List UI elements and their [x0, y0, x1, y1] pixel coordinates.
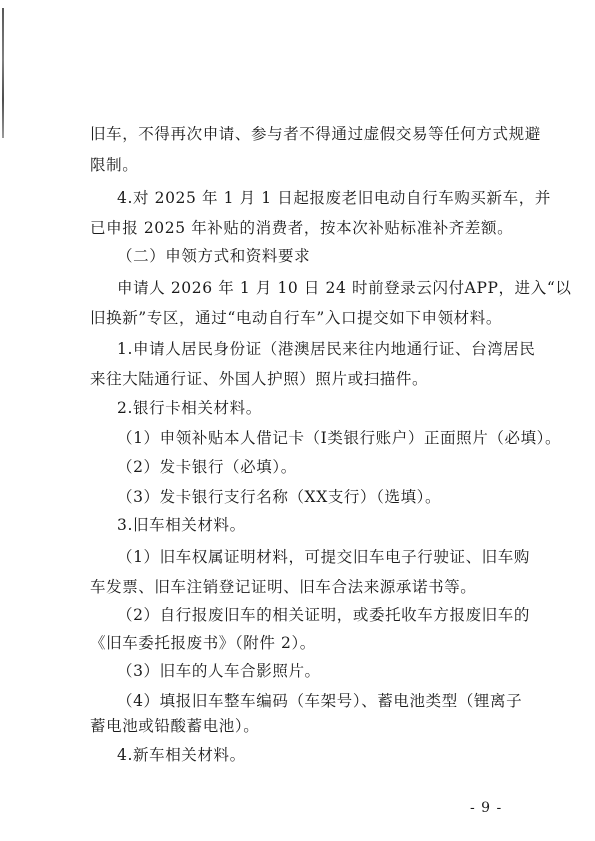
text-line: （2）自行报废旧车的相关证明，或委托收车方报废旧车的 — [117, 606, 530, 624]
text-line: 来往大陆通行证、外国人护照）照片或扫描件。 — [90, 370, 429, 388]
text-line: 4.对 2025 年 1 月 1 日起报废老旧电动自行车购买新车，并 — [117, 189, 551, 207]
text-line: 2.银行卡相关材料。 — [117, 399, 262, 417]
text-line: 《旧车委托报废书》（附件 2）。 — [90, 634, 316, 652]
text-line: 1.申请人居民身份证（港澳居民来往内地通行证、台湾居民 — [117, 340, 536, 358]
text-line: 4.新车相关材料。 — [117, 746, 246, 764]
text-line: 蓄电池或铅酸蓄电池）。 — [90, 717, 260, 735]
text-line: （2）发卡银行（必填）。 — [117, 458, 297, 476]
section-heading: （二）申领方式和资料要求 — [117, 247, 311, 265]
text-line: （1）申领补贴本人借记卡（I类银行账户）正面照片（必填）。 — [117, 429, 562, 447]
page-number: - 9 - — [470, 800, 503, 816]
text-line: 申请人 2026 年 1 月 10 日 24 时前登录云闪付APP，进入“以 — [117, 279, 572, 297]
text-line: 3.旧车相关材料。 — [117, 516, 246, 534]
text-line: （4）填报旧车整车编码（车架号）、蓄电池类型（锂离子 — [117, 692, 523, 710]
text-line: 已申报 2025 年补贴的消费者，按本次补贴标准补齐差额。 — [90, 219, 514, 237]
text-line: 限制。 — [90, 156, 139, 174]
text-line: （3）旧车的人车合影照片。 — [117, 662, 321, 680]
text-line: （1）旧车权属证明材料，可提交旧车电子行驶证、旧车购 — [117, 548, 530, 566]
text-line: 车发票、旧车注销登记证明、旧车合法来源承诺书等。 — [90, 578, 477, 596]
scan-edge-mark — [2, 8, 4, 138]
text-line: 旧换新”专区，通过“电动自行车”入口提交如下申领材料。 — [90, 309, 502, 327]
text-line: （3）发卡银行支行名称（XX支行）（选填）。 — [117, 488, 442, 506]
text-line: 旧车，不得再次申请、参与者不得通过虚假交易等任何方式规避 — [90, 125, 541, 143]
